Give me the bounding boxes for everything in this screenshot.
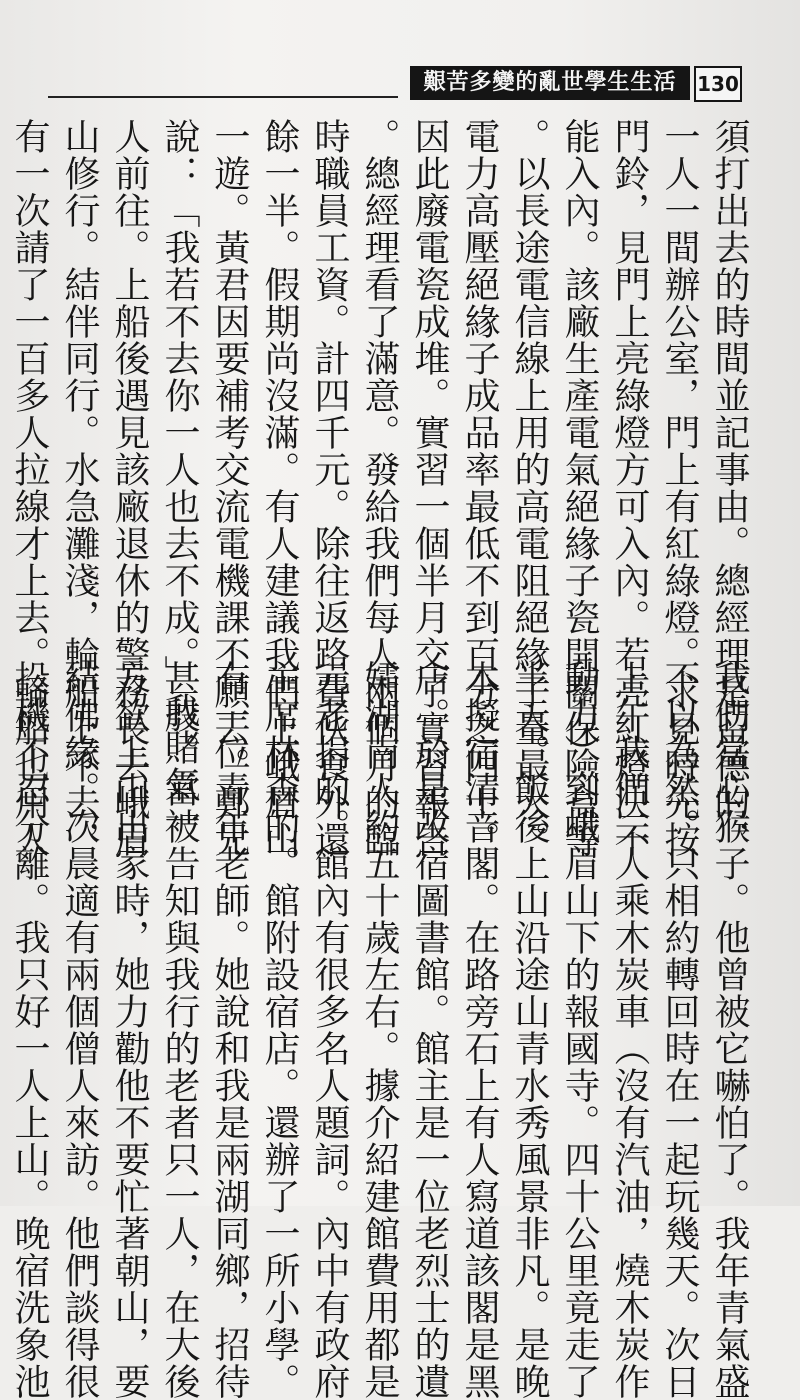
text-column: 半天。飯後上山沿途山青水秀風景非凡。是晚: [509, 660, 550, 1400]
page-number: 130: [694, 66, 742, 102]
text-column: 因此廢電瓷成堆。實習一個半月交了實習報告: [409, 118, 450, 858]
text-column: 須打出去的時間並記事由。總經理是留德的，: [709, 118, 750, 858]
text-column: 元老捐的。館內有很多名人題詞。內中有政府: [309, 660, 350, 1400]
text-column: 人前往。上船後遇見該廠退休的警務長去峨眉: [109, 118, 150, 858]
text-column: 餘一半。假期尚沒滿。有人建議我們上峨眉山: [259, 118, 300, 858]
text-column: 甚殷。當被告知與我行的老者只一人，在大後: [159, 660, 200, 1400]
text-column: 說：「我若不去你一人也去不成。」我賭氣一: [159, 118, 200, 840]
text-column: 不以為然。只相約轉回時在一起玩幾天。次日: [659, 660, 700, 1400]
text-column: 山修行。結伴同行。水急灘淺，輪船上不去，: [59, 118, 100, 858]
text-column: 上午我們二人乘木炭車（沒有汽油，燒木炭作: [609, 660, 650, 1400]
header-rule: [48, 96, 398, 98]
lower-text-block: [9, 660, 750, 1400]
text-column: 有一位青年老師。她說和我是兩湖同鄉，招待: [209, 660, 250, 1400]
text-column: 結佛緣。次晨適有兩個僧人來訪。他們談得很: [59, 660, 100, 1400]
text-column: 本擬宿清音閣。在路旁石上有人寫道該閣是黑: [459, 660, 500, 1400]
text-column: 。以長途電信線上用的高電阻絕緣子量最大。: [509, 118, 550, 858]
text-column: 店。於是改宿圖書館。館主是一位老烈士的遺: [409, 660, 450, 1400]
text-column: 電力高壓絕緣子成品率最低不到百分之四十。: [459, 118, 500, 858]
text-column: 孀湖南人約五十歲左右。據介紹建館費用都是: [359, 660, 400, 1400]
text-column: 。總經理看了滿意。發給我們每人兩個月的臨: [359, 118, 400, 858]
text-column: 主席林森的。館附設宿店。還辦了一所小學。: [259, 660, 300, 1400]
text-column: 方欲上山出家時，她力勸他不要忙著朝山，要: [109, 660, 150, 1400]
text-column: 一遊。黃君因要補考交流電機課不願去。鄭兄: [209, 118, 250, 858]
text-column: 能入內。該廠生產電氣絕緣子瓷開關保險盒等: [559, 118, 600, 858]
text-column: 門鈴，見門上亮綠燈方可入內。若亮紅燈決不: [609, 118, 650, 858]
text-column: 有一次請了一百多人拉線才上去。輪船也用人: [9, 118, 50, 858]
text-column: 一人一間辦公室，門上有紅綠燈。求見時先按: [659, 118, 700, 858]
text-column: 時職員工資。計四千元。除往返路費伙食外還: [309, 118, 350, 858]
text-column: 動力）到峨眉山下的報國寺。四十公里竟走了: [559, 660, 600, 1400]
text-column: 投機不忍分離。我只好一人上山。晚宿洗象池: [9, 660, 50, 1400]
upper-text-block: [9, 118, 750, 858]
text-column: 我們當心猴子。他曾被它嚇怕了。我年青氣盛: [709, 660, 750, 1400]
running-header-title: 艱苦多變的亂世學生生活: [410, 66, 690, 100]
